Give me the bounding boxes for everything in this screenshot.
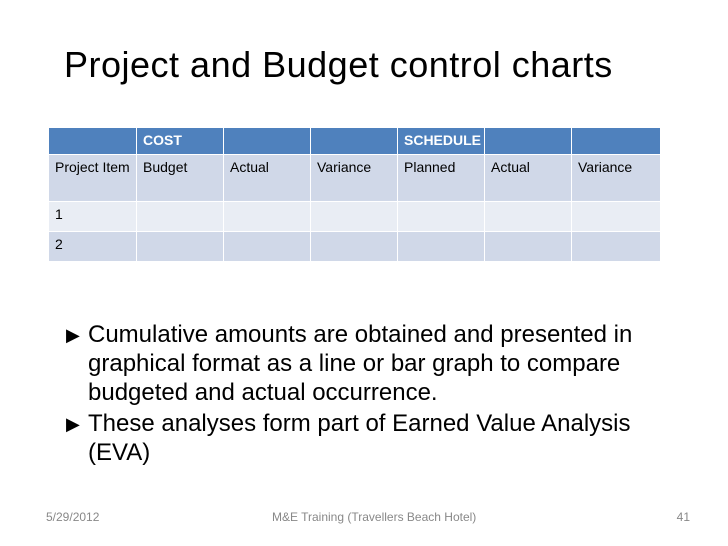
bullet-text: Cumulative amounts are obtained and presented in graphical format as a line or bar graph to compare budgeted and actual occurrence.: [88, 321, 633, 406]
column-header: Planned: [398, 155, 485, 202]
table-cell: [398, 202, 485, 232]
slide-number: 41: [676, 510, 690, 524]
table-cell: [572, 202, 661, 232]
bullet-item: [66, 409, 676, 467]
column-header: Actual: [224, 155, 311, 202]
table-cell: [572, 232, 661, 262]
bullet-text: These analyses form part of Earned Value Analysis (EVA): [88, 410, 631, 466]
bullet-item: [66, 320, 676, 407]
group-header-schedule: SCHEDULE: [398, 128, 485, 155]
group-header-row: [49, 128, 661, 155]
group-header-cell: [485, 128, 572, 155]
footer-date: 5/29/2012: [46, 510, 100, 524]
group-header-cell: [224, 128, 311, 155]
group-header-cell: [572, 128, 661, 155]
slide-title: Project and Budget control charts: [64, 44, 613, 85]
table-cell: 2: [49, 232, 137, 262]
column-header: Project Item: [49, 155, 137, 202]
table-cell: [485, 232, 572, 262]
table-row: [49, 232, 661, 262]
table-cell: [224, 232, 311, 262]
column-header-row: [49, 155, 661, 202]
table-cell: [311, 232, 398, 262]
bullet-list: [66, 320, 676, 469]
table-cell: 1: [49, 202, 137, 232]
bullet-triangle-icon: ▶: [66, 414, 80, 434]
table-cell: [224, 202, 311, 232]
bullet-triangle-icon: ▶: [66, 325, 80, 345]
column-header: Variance: [311, 155, 398, 202]
group-header-cost: COST: [137, 128, 224, 155]
table-row: [49, 202, 661, 232]
column-header: Variance: [572, 155, 661, 202]
table-cell: [137, 232, 224, 262]
table-cell: [311, 202, 398, 232]
group-header-cell: [311, 128, 398, 155]
group-header-cell: [49, 128, 137, 155]
footer-title: M&E Training (Travellers Beach Hotel): [272, 510, 477, 524]
table-cell: [137, 202, 224, 232]
table-cell: [485, 202, 572, 232]
table-cell: [398, 232, 485, 262]
control-table: [48, 127, 661, 262]
column-header: Budget: [137, 155, 224, 202]
column-header: Actual: [485, 155, 572, 202]
